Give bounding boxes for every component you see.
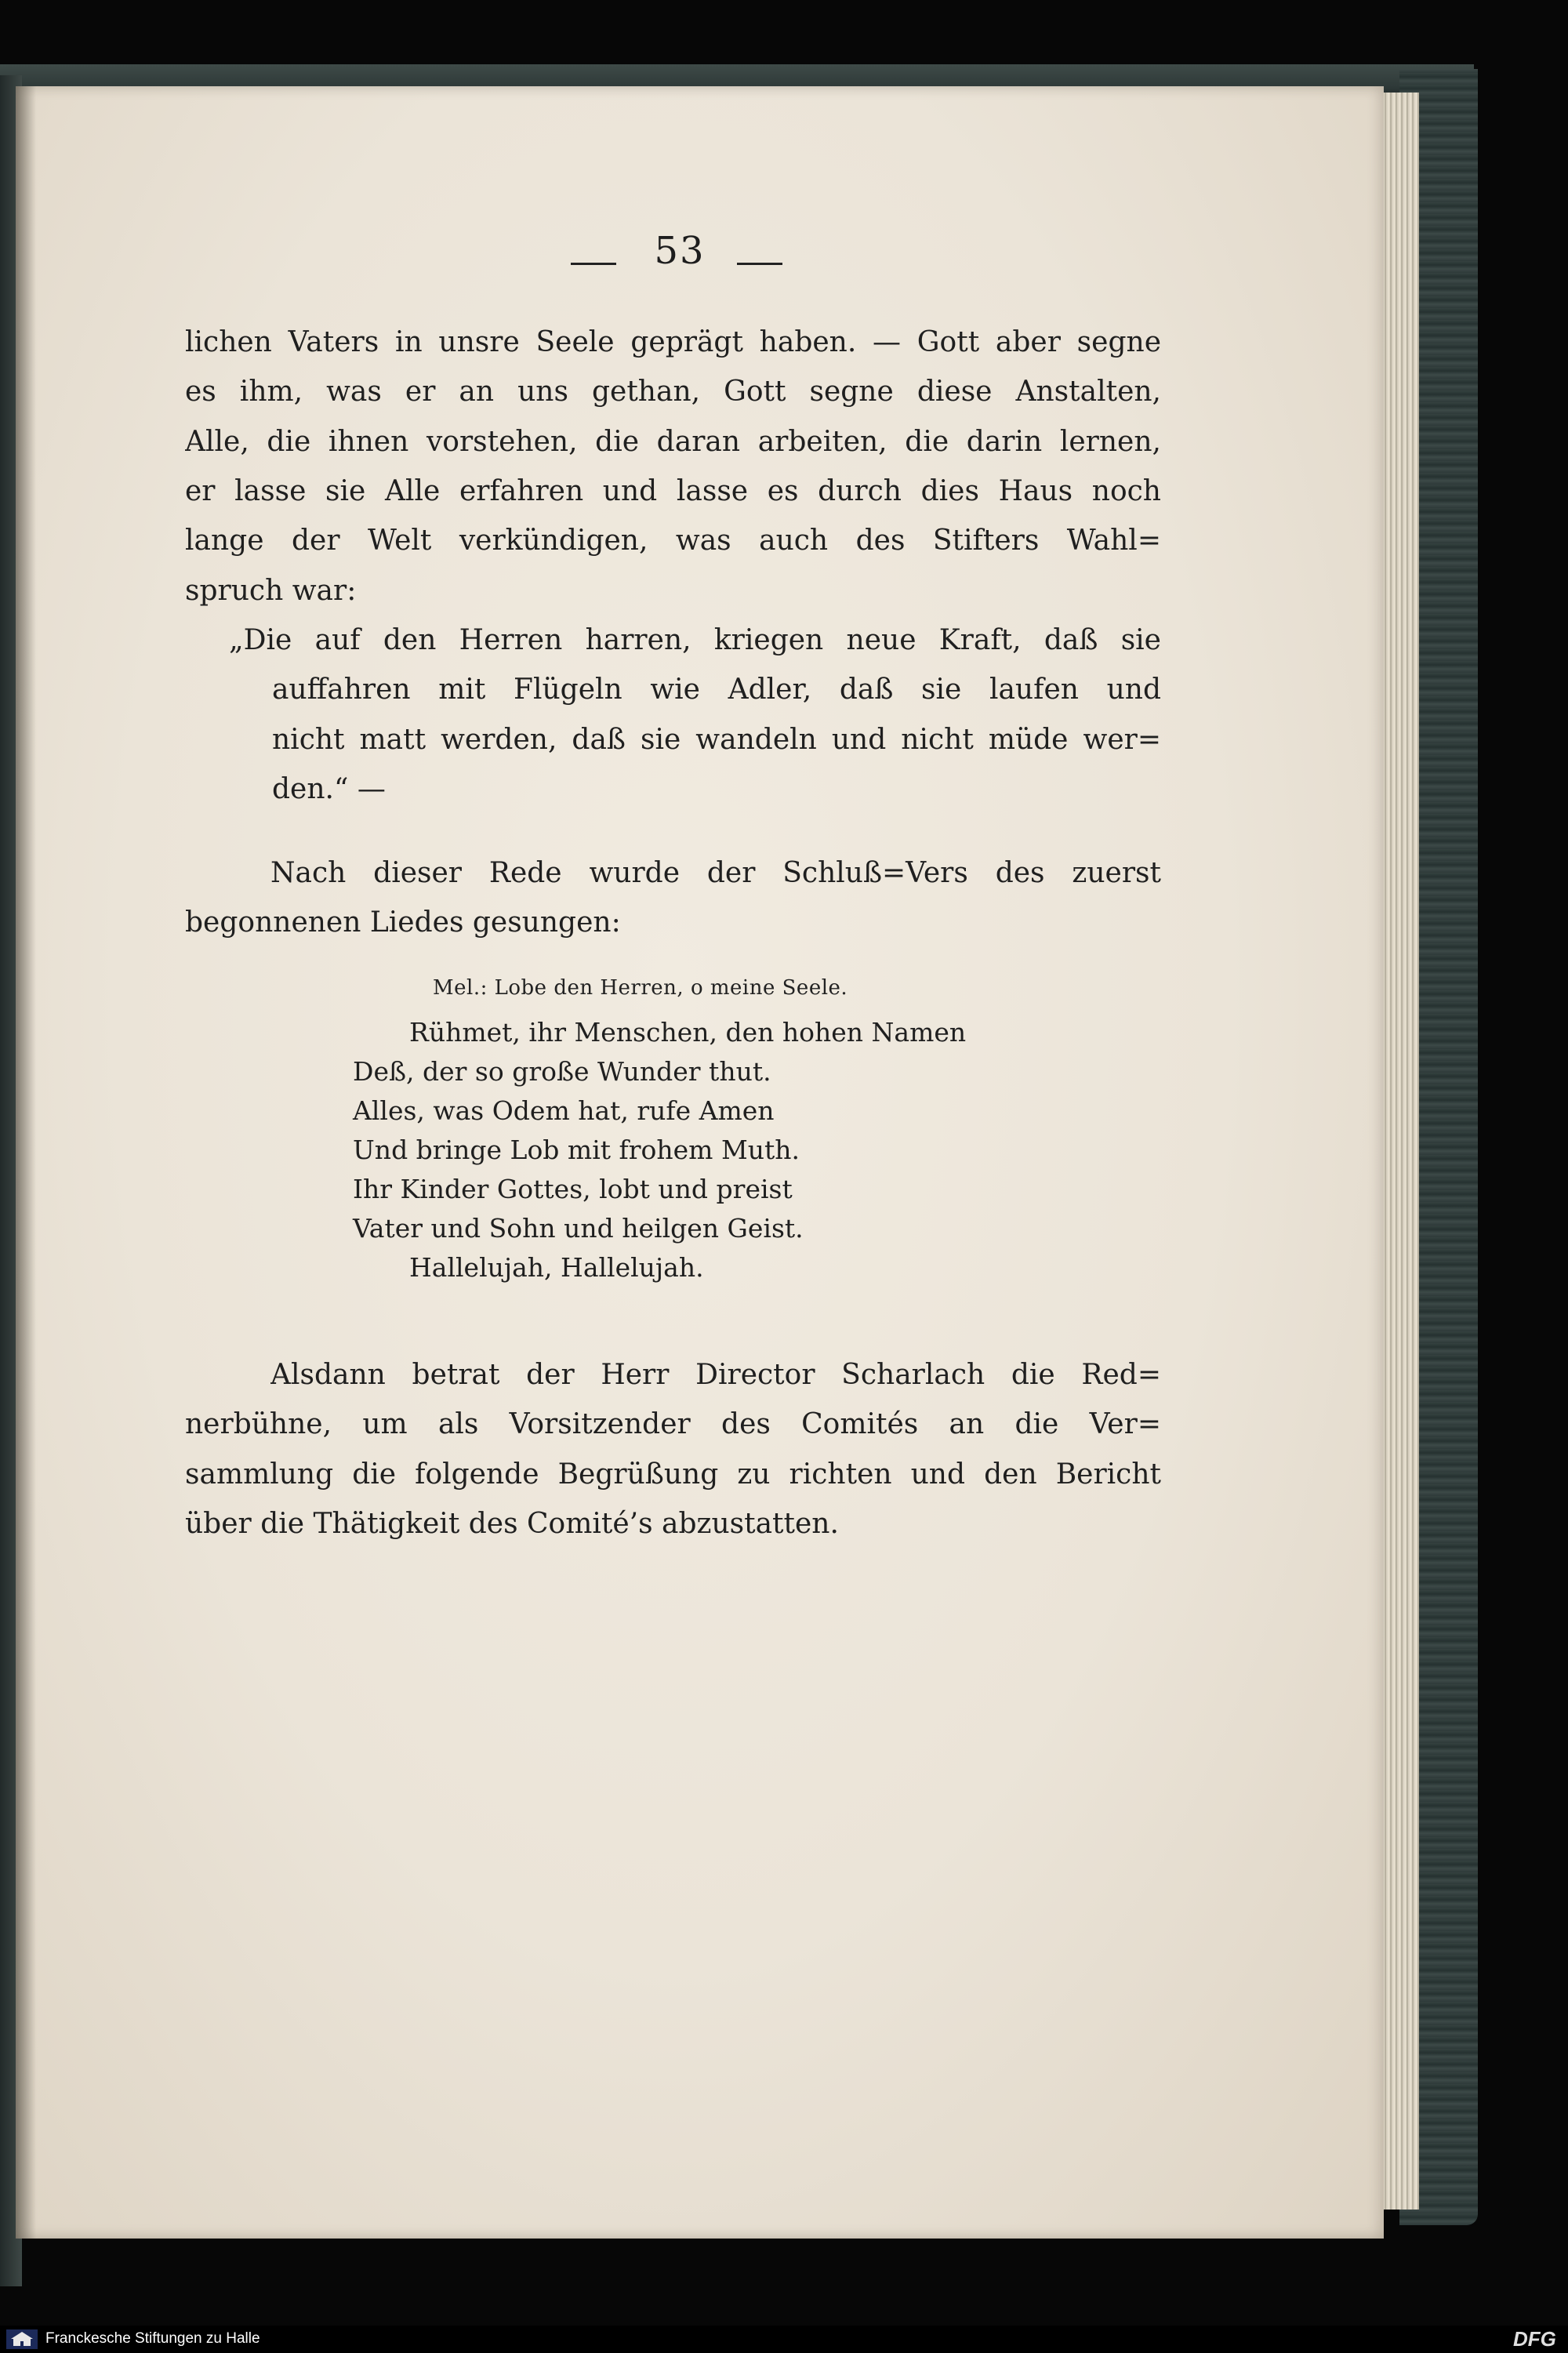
text-line: sammlung die folgende Begrüßung zu richten und den Bericht <box>185 1458 1161 1491</box>
quote-line: den.“ — <box>272 773 386 805</box>
text-line: über die Thätigkeit des Comité’s abzustatten. <box>185 1508 839 1540</box>
text-line: Alle, die ihnen vorstehen, die daran arbeiten, die darin lernen, <box>185 426 1161 458</box>
text-line: lichen Vaters in unsre Seele geprägt haben. — Gott aber segne <box>185 326 1161 358</box>
hymn-line: Hallelujah, Hallelujah. <box>409 1252 704 1283</box>
quote-line: „Die auf den Herren harren, kriegen neue Kraft, daß sie <box>229 624 1161 656</box>
text-line: es ihm, was er an uns gethan, Gott segne diese Anstalten, <box>185 376 1161 408</box>
hymn-line: Vater und Sohn und heilgen Geist. <box>353 1213 804 1244</box>
text-line: lange der Welt verkündigen, was auch des Stifters Wahl= <box>185 525 1161 557</box>
hymn-line: Und bringe Lob mit frohem Muth. <box>353 1135 800 1165</box>
quote-line: auffahren mit Flügeln wie Adler, daß sie laufen und <box>272 674 1161 706</box>
quote-line: nicht matt werden, daß sie wandeln und nicht müde wer= <box>272 724 1161 756</box>
page-number: 53 <box>654 229 706 273</box>
melody-note: Mel.: Lobe den Herren, o meine Seele. <box>433 976 848 1000</box>
hymn-line: Alles, was Odem hat, rufe Amen <box>353 1095 775 1126</box>
text-line: Nach dieser Rede wurde der Schluß=Vers des zuerst <box>270 857 1161 889</box>
text-line: Alsdann betrat der Herr Director Scharlach die Red= <box>270 1359 1161 1391</box>
institution-logo-icon <box>6 2329 38 2349</box>
footer-funder-logo: DFG <box>1513 2327 1556 2351</box>
text-line: spruch war: <box>185 575 357 607</box>
hymn-line: Deß, der so große Wunder thut. <box>353 1056 771 1087</box>
text-line: nerbühne, um als Vorsitzender des Comités an die Ver= <box>185 1408 1161 1440</box>
header-dash-right <box>737 263 782 265</box>
text-line: begonnenen Liedes gesungen: <box>185 906 621 939</box>
hymn-line: Ihr Kinder Gottes, lobt und preist <box>353 1174 793 1204</box>
hymn-line: Rühmet, ihr Menschen, den hohen Namen <box>409 1017 967 1048</box>
header-dash-left <box>571 263 616 265</box>
gutter-shadow <box>16 86 36 2239</box>
text-line: er lasse sie Alle erfahren und lasse es durch dies Haus noch <box>185 475 1161 507</box>
footer-owner-label: Franckesche Stiftungen zu Halle <box>45 2330 260 2347</box>
